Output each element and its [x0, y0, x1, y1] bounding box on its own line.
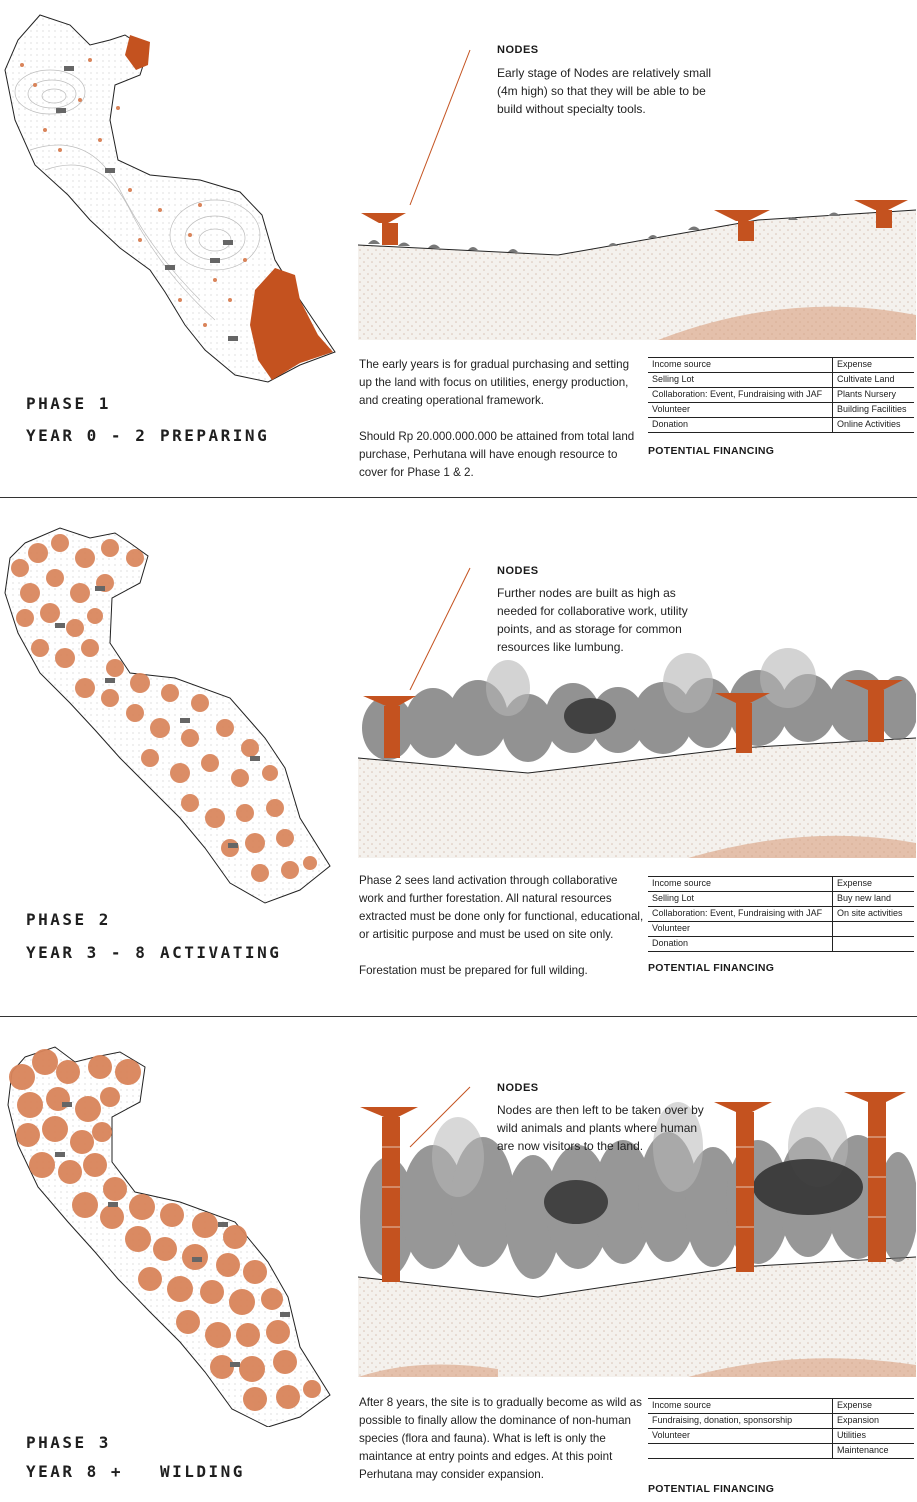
- nodes-description: Nodes are then left to be taken over by wild animals and plants where human are now visitors to the land.: [497, 1103, 704, 1153]
- table-row: Volunteer: [648, 922, 914, 937]
- financing-table: [648, 357, 914, 433]
- phase-years: YEAR 8 +: [26, 1462, 124, 1481]
- financing-table: [648, 1398, 914, 1459]
- phase-label: PHASE 3: [26, 1433, 111, 1452]
- phase-label: PHASE 2: [26, 910, 111, 929]
- nodes-title: NODES: [497, 565, 539, 577]
- financing-title: POTENTIAL FINANCING: [648, 1483, 775, 1495]
- table-row: Volunteer Building Facilities: [648, 403, 914, 418]
- nodes-leader-line: [410, 568, 470, 690]
- table-row: Income source Expense: [648, 1399, 914, 1414]
- nodes-leader-line: [410, 50, 470, 205]
- phase-years: YEAR 3 - 8: [26, 943, 148, 962]
- phase-years: YEAR 0 - 2: [26, 426, 148, 445]
- table-row: Donation Online Activities: [648, 418, 914, 433]
- phase-status: PREPARING: [160, 426, 270, 445]
- table-row: Fundraising, donation, sponsorship Expansion: [648, 1414, 914, 1429]
- table-row: Maintenance: [648, 1444, 914, 1459]
- financing-title: POTENTIAL FINANCING: [648, 962, 775, 974]
- table-row: Donation: [648, 937, 914, 952]
- phase-status: ACTIVATING: [160, 943, 282, 962]
- site-map-phase-2: [0, 498, 350, 908]
- table-row: Collaboration: Event, Fundraising with JAF Plants Nursery: [648, 388, 914, 403]
- table-row: Selling Lot Buy new land: [648, 892, 914, 907]
- site-map-phase-3: [0, 1017, 350, 1427]
- table-row: Income source Expense: [648, 877, 914, 892]
- phase-1: [0, 0, 917, 497]
- phase-description-paragraph: Should Rp 20.000.000.000 be attained from total land purchase, Perhutana will have enough resource to cover for Phase 1 & 2.: [359, 430, 635, 479]
- site-map-phase-1: [0, 0, 350, 390]
- phase-status: WILDING: [160, 1462, 245, 1481]
- financing-table: [648, 876, 914, 952]
- nodes-title: NODES: [497, 1082, 539, 1094]
- nodes-description: Early stage of Nodes are relatively small (4m high) so that they will be able to be build without specialty tools.: [497, 66, 712, 116]
- table-row: Collaboration: Event, Fundraising with JAF On site activities: [648, 907, 914, 922]
- table-row: Volunteer Utilities: [648, 1429, 914, 1444]
- phase-description-paragraph: Phase 2 sees land activation through collaborative work and further forestation. All natural resources extracted must be done only for functional, educational, or artisitic purpose and must be used on site only.: [359, 874, 644, 941]
- phase-description-paragraph: The early years is for gradual purchasing and setting up the land with focus on utilities, energy production, and creating operational framework.: [359, 358, 630, 407]
- table-row: Income source Expense: [648, 358, 914, 373]
- table-row: Selling Lot Cultivate Land: [648, 373, 914, 388]
- financing-title: POTENTIAL FINANCING: [648, 445, 775, 457]
- phase-2: [0, 498, 917, 1016]
- phase-description: [359, 872, 644, 998]
- phase-description-paragraph: Forestation must be prepared for full wilding.: [359, 964, 588, 977]
- nodes-description: Further nodes are built as high as needed for collaborative work, utility points, and as storage for common resources like lumbung.: [497, 586, 688, 654]
- phase-description: [359, 356, 644, 500]
- phase-description-paragraph: After 8 years, the site is to gradually become as wild as possible to finally allow the dominance of non-human species (flora and fauna). What is left is only the maintance at entry points and edges. At this point Perhutana may consider expansion.: [359, 1396, 642, 1481]
- phase-3: [0, 1017, 917, 1502]
- phase-label: PHASE 1: [26, 394, 111, 413]
- nodes-title: NODES: [497, 44, 539, 56]
- phase-description: [359, 1394, 644, 1502]
